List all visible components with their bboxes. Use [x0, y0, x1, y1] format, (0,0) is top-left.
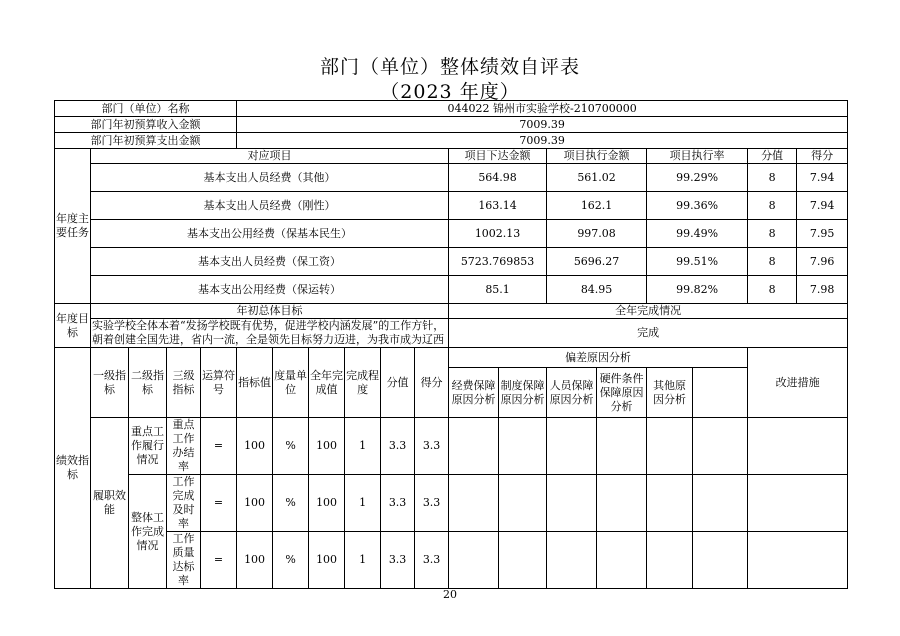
task-score: 7.95 [797, 220, 848, 248]
tasks-header-score: 得分 [797, 149, 848, 164]
task-allocated: 163.14 [449, 192, 547, 220]
perf-header-degree: 完成程度 [345, 348, 381, 418]
perf-dev-staff [547, 475, 597, 532]
goals-initial-cell [91, 319, 449, 348]
perf-header-l1: 一级指标 [91, 348, 129, 418]
perf-header-dev-system: 制度保障原因分析 [499, 368, 547, 418]
task-rate: 99.51% [647, 248, 748, 276]
perf-dev-hardware [597, 475, 647, 532]
task-row [55, 248, 848, 276]
budget-income-value: 7009.39 [237, 117, 848, 133]
perf-header-dev-other: 其他原因分析 [647, 368, 693, 418]
goals-section-label: 年度目标 [55, 304, 91, 348]
perf-target: 100 [237, 418, 273, 475]
perf-l3: 重点工作办结率 [167, 418, 201, 475]
task-allocated: 5723.769853 [449, 248, 547, 276]
task-score-value: 8 [748, 192, 797, 220]
task-executed: 997.08 [547, 220, 647, 248]
budget-expense-label: 部门年初预算支出金额 [55, 133, 237, 149]
goals-header-completion: 全年完成情况 [449, 304, 848, 319]
perf-improve [748, 418, 848, 475]
perf-improve [748, 475, 848, 532]
perf-degree: 1 [345, 475, 381, 532]
perf-header-unit: 度量单位 [273, 348, 309, 418]
perf-score: 3.3 [415, 532, 449, 589]
perf-section-label: 绩效指标 [55, 348, 91, 589]
dept-value: 044022 锦州市实验学校-210700000 [237, 101, 848, 117]
task-score: 7.96 [797, 248, 848, 276]
task-score-value: 8 [748, 276, 797, 304]
perf-l1-value: 履职效能 [91, 418, 129, 589]
perf-dev-system [499, 418, 547, 475]
perf-degree: 1 [345, 532, 381, 589]
perf-dev-other [647, 418, 693, 475]
perf-dev-blank [693, 368, 748, 418]
task-name: 基本支出公用经费（保运转） [91, 276, 449, 304]
task-name: 基本支出人员经费（刚性） [91, 192, 449, 220]
perf-score: 3.3 [415, 418, 449, 475]
budget-expense-value: 7009.39 [237, 133, 848, 149]
task-name: 基本支出人员经费（其他） [91, 164, 449, 192]
perf-dev-blank [693, 418, 748, 475]
perf-header-row-1 [55, 348, 848, 368]
task-allocated: 1002.13 [449, 220, 547, 248]
perf-header-deviation: 偏差原因分析 [449, 348, 748, 368]
task-allocated: 85.1 [449, 276, 547, 304]
task-row [55, 276, 848, 304]
task-rate: 99.82% [647, 276, 748, 304]
task-row [55, 192, 848, 220]
perf-l2: 重点工作履行情况 [129, 418, 167, 475]
perf-dev-econ [449, 532, 499, 589]
perf-header-dev-econ: 经费保障原因分析 [449, 368, 499, 418]
perf-row [55, 475, 848, 532]
task-name: 基本支出公用经费（保基本民生） [91, 220, 449, 248]
perf-header-dev-staff: 人员保障原因分析 [547, 368, 597, 418]
perf-dev-hardware [597, 418, 647, 475]
task-executed: 84.95 [547, 276, 647, 304]
tasks-header-rate: 项目执行率 [647, 149, 748, 164]
goals-initial-text: 实验学校全体本着“发扬学校既有优势，促进学校内涵发展”的工作方针，朝着创建全国先进，省内一流，全是领先目标努力迈进，为我市成为辽西 [92, 319, 445, 346]
perf-l3: 工作完成及时率 [167, 475, 201, 532]
perf-l3: 工作质量达标率 [167, 532, 201, 589]
budget-income-label: 部门年初预算收入金额 [55, 117, 237, 133]
task-rate: 99.29% [647, 164, 748, 192]
perf-row [55, 418, 848, 475]
perf-dev-staff [547, 532, 597, 589]
perf-dev-other [647, 532, 693, 589]
perf-header-operator: 运算符号 [201, 348, 237, 418]
dept-label: 部门（单位）名称 [55, 101, 237, 117]
tasks-header-project: 对应项目 [91, 149, 449, 164]
perf-degree: 1 [345, 418, 381, 475]
task-allocated: 564.98 [449, 164, 547, 192]
task-score-value: 8 [748, 164, 797, 192]
perf-unit: % [273, 475, 309, 532]
perf-operator: = [201, 418, 237, 475]
perf-target: 100 [237, 532, 273, 589]
perf-annual: 100 [309, 532, 345, 589]
task-rate: 99.49% [647, 220, 748, 248]
task-row [55, 164, 848, 192]
goals-header-initial: 年初总体目标 [91, 304, 449, 319]
perf-unit: % [273, 532, 309, 589]
perf-dev-system [499, 532, 547, 589]
perf-score-value: 3.3 [381, 418, 415, 475]
page-subtitle-year: （2023 年度） [380, 81, 520, 103]
perf-header-target: 指标值 [237, 348, 273, 418]
task-executed: 561.02 [547, 164, 647, 192]
perf-dev-system [499, 475, 547, 532]
perf-header-score-value: 分值 [381, 348, 415, 418]
perf-target: 100 [237, 475, 273, 532]
task-executed: 5696.27 [547, 248, 647, 276]
goals-header-row [55, 304, 848, 319]
perf-dev-staff [547, 418, 597, 475]
perf-improve [748, 532, 848, 589]
perf-operator: = [201, 475, 237, 532]
perf-header-dev-hardware: 硬件条件保障原因分析 [597, 368, 647, 418]
perf-header-improve: 改进措施 [748, 348, 848, 418]
tasks-header-score-value: 分值 [748, 149, 797, 164]
perf-row [55, 532, 848, 589]
tasks-header-executed: 项目执行金额 [547, 149, 647, 164]
perf-score-value: 3.3 [381, 475, 415, 532]
perf-unit: % [273, 418, 309, 475]
task-score: 7.94 [797, 192, 848, 220]
perf-dev-hardware [597, 532, 647, 589]
tasks-section-label: 年度主要任务 [55, 149, 91, 304]
page-number: 20 [443, 588, 457, 601]
task-row [55, 220, 848, 248]
perf-score: 3.3 [415, 475, 449, 532]
budget-income-row [55, 117, 848, 133]
self-evaluation-table [54, 100, 848, 589]
perf-operator: = [201, 532, 237, 589]
task-executed: 162.1 [547, 192, 647, 220]
perf-header-l2: 二级指标 [129, 348, 167, 418]
perf-dev-blank [693, 475, 748, 532]
perf-dev-econ [449, 418, 499, 475]
perf-dev-econ [449, 475, 499, 532]
dept-row [55, 101, 848, 117]
task-name: 基本支出人员经费（保工资） [91, 248, 449, 276]
task-score: 7.94 [797, 164, 848, 192]
task-score-value: 8 [748, 248, 797, 276]
tasks-header-allocated: 项目下达金额 [449, 149, 547, 164]
budget-expense-row [55, 133, 848, 149]
perf-dev-other [647, 475, 693, 532]
page-title: 部门（单位）整体绩效自评表 [319, 56, 580, 78]
perf-header-score: 得分 [415, 348, 449, 418]
perf-annual: 100 [309, 418, 345, 475]
goals-content-row [55, 319, 848, 348]
task-score-value: 8 [748, 220, 797, 248]
task-rate: 99.36% [647, 192, 748, 220]
task-score: 7.98 [797, 276, 848, 304]
tasks-header-row [55, 149, 848, 164]
perf-header-l3: 三级指标 [167, 348, 201, 418]
perf-header-annual: 全年完成值 [309, 348, 345, 418]
goals-completion-text: 完成 [449, 319, 848, 348]
perf-l2: 整体工作完成情况 [129, 475, 167, 589]
perf-annual: 100 [309, 475, 345, 532]
perf-score-value: 3.3 [381, 532, 415, 589]
perf-dev-blank [693, 532, 748, 589]
